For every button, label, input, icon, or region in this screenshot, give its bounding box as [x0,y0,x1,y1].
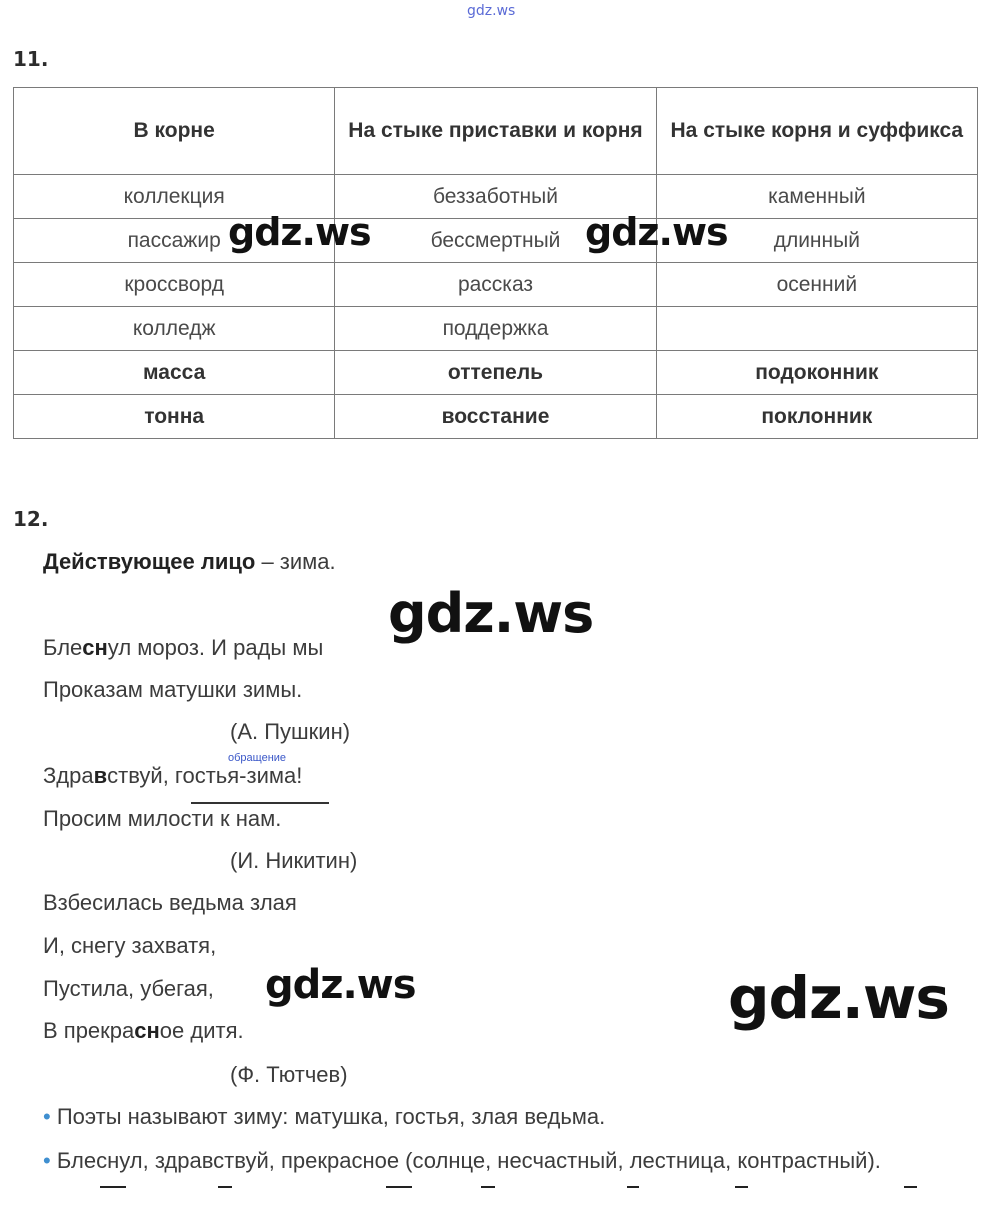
poem1-line2: Проказам матушки зимы. [43,677,303,702]
text-part: Бле [43,635,83,660]
table-cell: масса [14,351,335,395]
table-cell: восстание [335,395,656,439]
stress-dash [735,1186,748,1188]
bullet-icon: • [43,1148,51,1173]
stress-dash [627,1186,639,1188]
bullet-text: Блеснул, здравствуй, прекрасное (солнце, несчастный, лестница, контрастный). [56,1148,881,1173]
header-root-suffix: На стыке корня и суффикса [656,88,977,175]
watermark: gdz.ws [228,210,371,254]
table-row [14,351,978,395]
poem3-line1: Взбесилась ведьма злая [43,890,297,915]
stress-dash [481,1186,495,1188]
address-note: обращение [228,752,287,764]
bullet-text: Поэты называют зиму: матушка, гостья, злая ведьма. [56,1104,606,1129]
poem3-line2: И, снегу захватя, [43,933,217,958]
highlighted-letters: сн [134,1018,160,1043]
highlighted-letters: в [93,763,108,788]
table-cell [656,307,977,351]
table-cell: поклонник [656,395,977,439]
morphology-table [13,87,978,439]
intro-line [43,549,336,575]
stress-dash [386,1186,412,1188]
table-cell: колледж [14,307,335,351]
watermark: gdz.ws [388,582,594,645]
table-row [14,395,978,439]
watermark: gdz.ws [728,964,949,1032]
table-cell: рассказ [335,263,656,307]
table-cell: поддержка [335,307,656,351]
stress-dash [904,1186,917,1188]
table-cell: длинный [656,219,977,263]
exercise-11-number: 11. [13,47,49,71]
table-row [14,219,978,263]
table-cell: бессмертный [335,219,656,263]
text-part: ул мороз. И рады мы [107,635,324,660]
table-header-row [14,88,978,175]
table-cell: кроссворд [14,263,335,307]
text-part: ое дитя. [159,1018,244,1043]
text-part: В прекра [43,1018,135,1043]
poem1-line1 [43,635,323,661]
table-cell: каменный [656,175,977,219]
stress-dash [100,1186,126,1188]
table-cell: коллекция [14,175,335,219]
poem1-author: (А. Пушкин) [230,719,351,744]
stress-dash [218,1186,232,1188]
poem3-line3: Пустила, убегая, [43,976,214,1001]
exercise-12-number: 12. [13,507,49,531]
table-cell: тонна [14,395,335,439]
table-cell: подоконник [656,351,977,395]
top-watermark: gdz.ws [467,3,516,19]
intro-rest: – зима. [255,549,336,574]
poem3-author: (Ф. Тютчев) [230,1062,348,1087]
poem2-line2: Просим милости к нам. [43,806,282,831]
table-cell: осенний [656,263,977,307]
poem2-author: (И. Никитин) [230,848,358,873]
poem2-line1 [43,763,302,789]
bullet-item-1 [43,1104,605,1130]
table-cell: беззаботный [335,175,656,219]
table-cell: оттепель [335,351,656,395]
table-row [14,263,978,307]
watermark: gdz.ws [265,962,416,1008]
bullet-icon: • [43,1104,51,1129]
text-part: ствуй, гостья-зима! [107,763,303,788]
table-cell: пассажир [14,219,335,263]
text-part: Здра [43,763,94,788]
poem3-line4 [43,1018,244,1044]
header-root: В корне [14,88,335,175]
bullet-item-2 [43,1148,881,1174]
intro-bold: Действующее лицо [43,549,256,574]
watermark: gdz.ws [585,210,728,254]
header-prefix-root: На стыке приставки и корня [335,88,656,175]
table-row [14,307,978,351]
highlighted-letters: сн [82,635,108,660]
address-underline [191,802,329,804]
table-row [14,175,978,219]
